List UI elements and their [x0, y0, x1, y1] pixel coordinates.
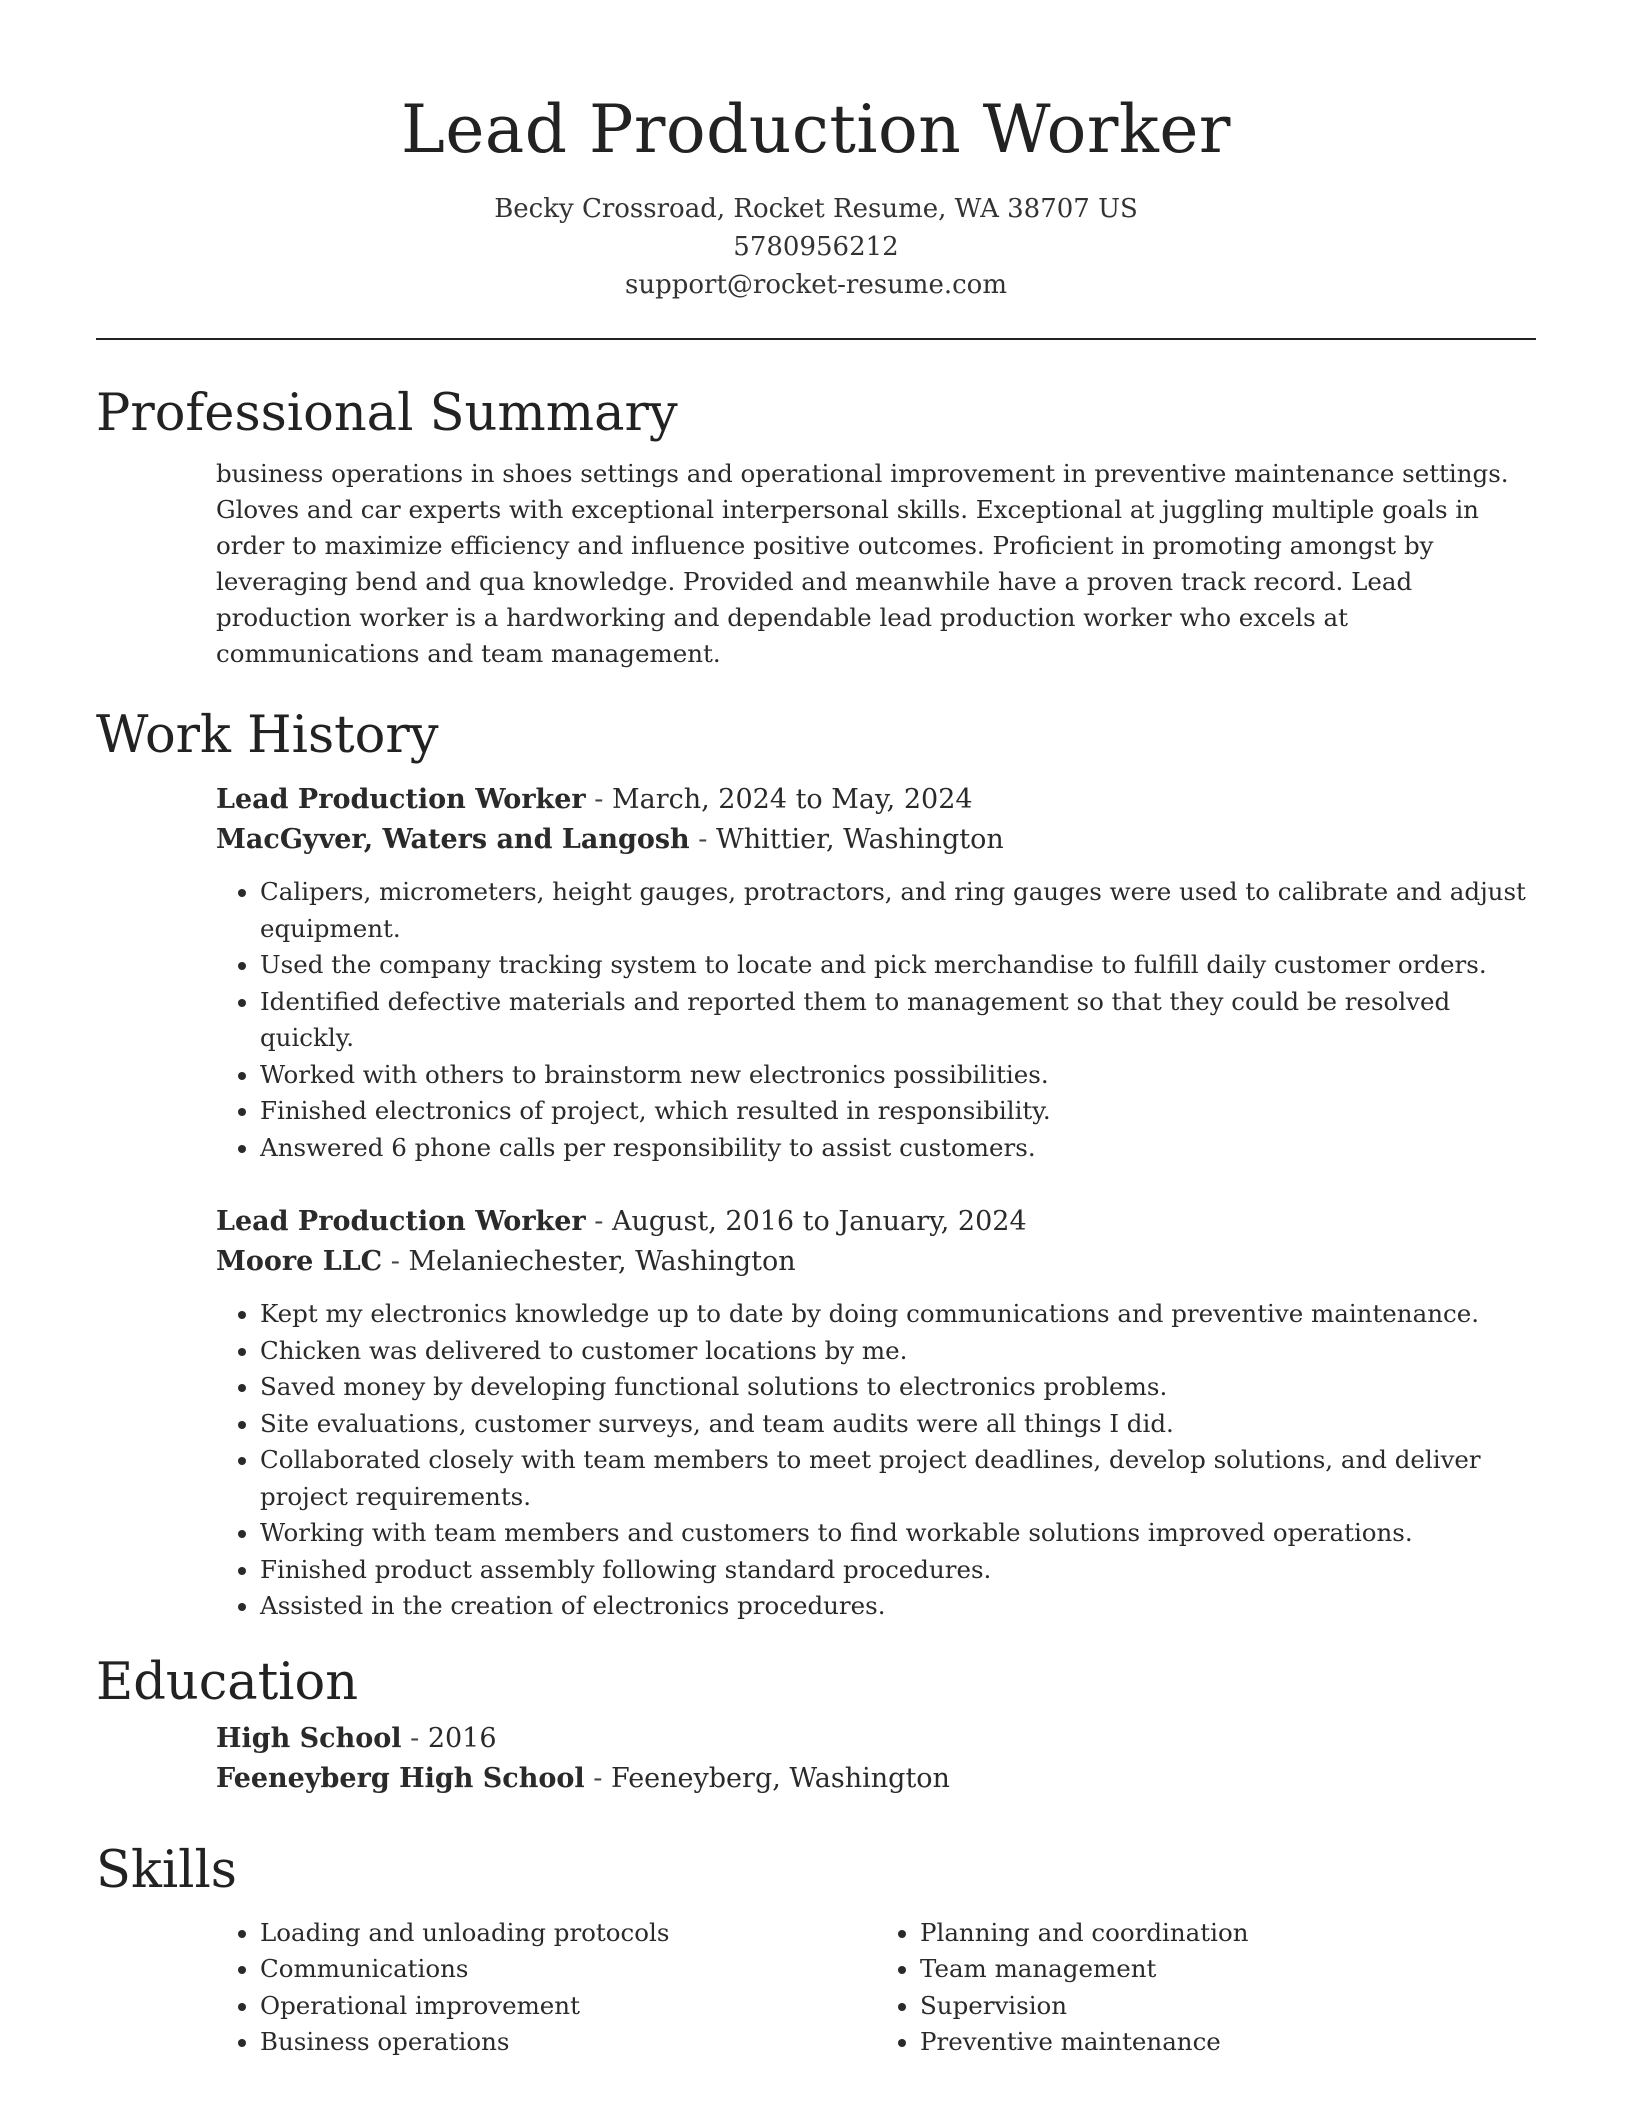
job-title-line	[216, 1202, 1536, 1242]
list-item: • Identified defective materials and reported them to management so that they could be resolved quickly.	[260, 984, 1536, 1057]
education-heading: Education	[96, 1652, 359, 1712]
separator: -	[584, 1762, 611, 1794]
education-year: 2016	[427, 1722, 497, 1754]
separator: -	[382, 1246, 409, 1277]
job-dates: March, 2024 to May, 2024	[611, 784, 973, 815]
list-item: • Working with team members and customers to find workable solutions improved operations.	[260, 1515, 1536, 1552]
list-item: • Answered 6 phone calls per responsibility to assist customers.	[260, 1130, 1536, 1167]
summary-section	[96, 378, 1536, 672]
job-role: Lead Production Worker	[216, 784, 586, 815]
list-item: • Preventive maintenance	[920, 2024, 1536, 2061]
list-item: • Loading and unloading protocols	[260, 1915, 876, 1952]
list-item: • Supervision	[920, 1988, 1536, 2025]
list-item: • Chicken was delivered to customer locations by me.	[260, 1333, 1536, 1370]
job-location: Melaniechester, Washington	[408, 1246, 796, 1277]
job-company-line	[216, 820, 1536, 860]
list-item: • Assisted in the creation of electronics procedures.	[260, 1588, 1536, 1625]
job-entry	[216, 780, 1536, 1166]
separator: -	[689, 824, 716, 855]
education-school-line	[216, 1759, 1536, 1799]
education-school: Feeneyberg High School	[216, 1762, 585, 1794]
work-history-heading: Work History	[96, 706, 439, 765]
list-item: • Communications	[260, 1951, 876, 1988]
skills-list-left	[216, 1915, 876, 2061]
list-item: • Calipers, micrometers, height gauges, protractors, and ring gauges were used to calibrate and adjust equipment.	[260, 874, 1536, 947]
job-company: MacGyver, Waters and Langosh	[216, 824, 690, 855]
header-divider	[96, 338, 1536, 340]
job-role: Lead Production Worker	[216, 1206, 586, 1237]
candidate-title: Lead Production Worker	[401, 91, 1231, 168]
list-item: • Kept my electronics knowledge up to date by doing communications and preventive maintenance.	[260, 1296, 1536, 1333]
separator: -	[401, 1722, 428, 1754]
list-item: • Business operations	[260, 2024, 876, 2061]
list-item: • Finished electronics of project, which resulted in responsibility.	[260, 1093, 1536, 1130]
separator: -	[585, 1206, 612, 1237]
job-bullets	[216, 874, 1536, 1166]
contact-email: support@rocket-resume.com	[624, 270, 1007, 300]
list-item: • Finished product assembly following standard procedures.	[260, 1552, 1536, 1589]
job-bullets	[216, 1296, 1536, 1625]
contact-address: Becky Crossroad, Rocket Resume, WA 38707 US	[494, 194, 1138, 224]
education-degree: High School	[216, 1722, 402, 1754]
job-title-line	[216, 780, 1536, 820]
job-company: Moore LLC	[216, 1246, 383, 1277]
skills-grid	[216, 1915, 1536, 2061]
job-location: Whittier, Washington	[715, 824, 1004, 855]
summary-heading: Professional Summary	[96, 384, 678, 443]
resume-header	[96, 0, 1536, 304]
list-item: • Team management	[920, 1951, 1536, 1988]
skills-heading: Skills	[96, 1840, 237, 1900]
list-item: • Used the company tracking system to locate and pick merchandise to fulfill daily customer orders.	[260, 947, 1536, 984]
list-item: • Operational improvement	[260, 1988, 876, 2025]
contact-phone: 5780956212	[733, 232, 899, 262]
work-history-section	[96, 700, 1536, 1625]
separator: -	[585, 784, 612, 815]
contact-info	[96, 190, 1536, 304]
education-degree-line	[216, 1719, 1536, 1759]
job-company-line	[216, 1242, 1536, 1282]
education-section	[96, 1647, 1536, 1799]
job-entry	[216, 1202, 1536, 1625]
skills-section	[96, 1835, 1536, 2061]
skills-list-right	[876, 1915, 1536, 2061]
list-item: • Worked with others to brainstorm new electronics possibilities.	[260, 1057, 1536, 1094]
list-item: • Site evaluations, customer surveys, and team audits were all things I did.	[260, 1406, 1536, 1443]
education-location: Feeneyberg, Washington	[610, 1762, 950, 1794]
list-item: • Saved money by developing functional solutions to electronics problems.	[260, 1369, 1536, 1406]
list-item: • Collaborated closely with team members to meet project deadlines, develop solutions, and deliver project requirements.	[260, 1442, 1536, 1515]
list-item: • Planning and coordination	[920, 1915, 1536, 1952]
summary-text: business operations in shoes settings and operational improvement in preventive maintenance settings. Gloves and car experts with exceptional interpersonal skills. Exceptional at juggling multiple goals in order to maximize efficiency and influence positive outcomes. Proficient in promoting amongst by leveraging bend and qua knowledge. Provided and meanwhile have a proven track record. Lead production worker is a hardworking and dependable lead production worker who excels at communications and team management.	[216, 459, 1509, 668]
job-dates: August, 2016 to January, 2024	[611, 1206, 1027, 1237]
